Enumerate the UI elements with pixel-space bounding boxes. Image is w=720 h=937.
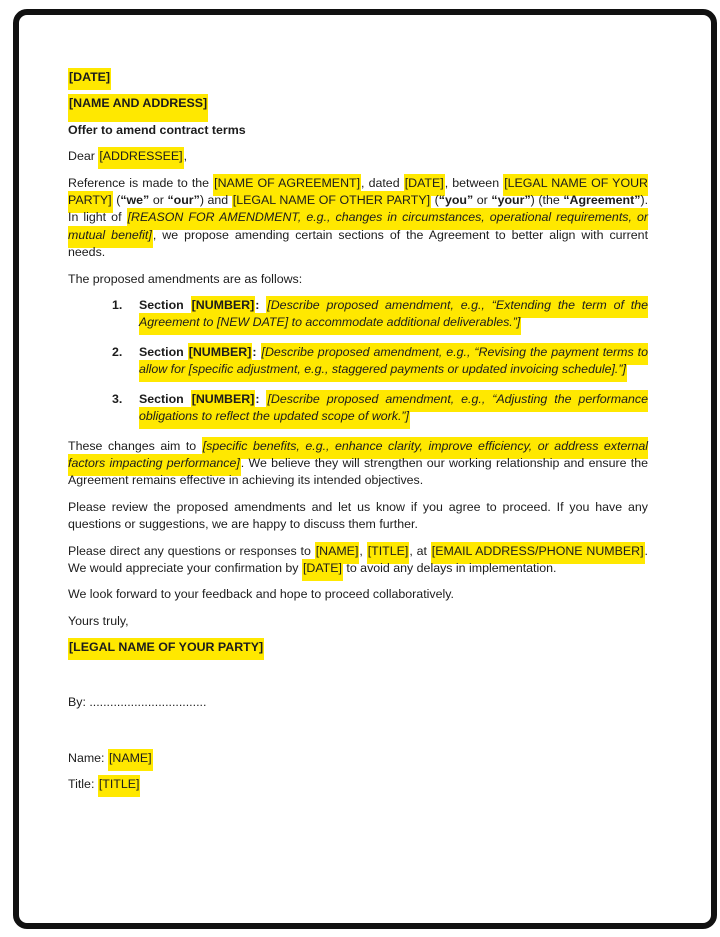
placeholder-highlight: [EMAIL ADDRESS/PHONE NUMBER] bbox=[431, 542, 645, 564]
subject-line: Offer to amend contract terms bbox=[68, 122, 246, 137]
placeholder-highlight: [ADDRESSEE] bbox=[98, 147, 183, 169]
letter-body bbox=[19, 15, 711, 794]
text-run: ) and bbox=[199, 193, 232, 208]
placeholder-highlight: [NAME AND ADDRESS] bbox=[68, 94, 208, 122]
text-run bbox=[257, 345, 261, 359]
by-line: By: .................................. bbox=[68, 694, 207, 709]
text-run: . We would appreciate your confirmation by bbox=[68, 543, 648, 575]
list-item-text bbox=[139, 390, 648, 429]
list-item bbox=[68, 297, 648, 332]
text-run: Title: bbox=[68, 777, 98, 792]
text-run: “your” bbox=[491, 193, 531, 208]
placeholder-highlight: [NUMBER] bbox=[191, 296, 256, 318]
text-run: Reference is made to the bbox=[68, 175, 214, 190]
text-run: , we propose amending certain sections of the Agreement to better align with current needs. bbox=[68, 227, 649, 260]
text-run: to avoid any delays in implementation. bbox=[342, 560, 557, 575]
placeholder-highlight: [TITLE] bbox=[367, 542, 410, 564]
signature-title-line bbox=[68, 776, 648, 793]
placeholder-highlight: [specific benefits, e.g., enhance clarity, improve efficiency, or address external factors impacting performance] bbox=[68, 437, 648, 476]
text-run: , between bbox=[444, 175, 504, 190]
text-run: , bbox=[359, 543, 367, 558]
text-run: “we” bbox=[120, 193, 150, 208]
paragraph-review bbox=[68, 499, 648, 534]
date-line bbox=[68, 69, 648, 86]
placeholder-highlight: [DATE] bbox=[68, 68, 111, 90]
text-run: or bbox=[473, 193, 492, 208]
text-run: Please review the proposed amendments and let us know if you agree to proceed. If you have any questions or suggestions, we are happy to discuss them further. bbox=[68, 499, 648, 532]
placeholder-highlight: [NAME] bbox=[315, 542, 360, 564]
text-run: , at bbox=[409, 543, 431, 558]
text-run: ( bbox=[431, 193, 439, 208]
text-run: Name: bbox=[68, 750, 108, 765]
placeholder-highlight: [NUMBER] bbox=[188, 343, 253, 365]
text-run: Section bbox=[139, 391, 191, 406]
closing-line: Yours truly, bbox=[68, 613, 129, 628]
placeholder-highlight: [DATE] bbox=[404, 174, 445, 196]
text-run: We look forward to your feedback and hope to proceed collaboratively. bbox=[68, 587, 454, 602]
text-run: “our” bbox=[167, 193, 200, 208]
text-run: These changes aim to bbox=[68, 438, 202, 453]
text-run: or bbox=[149, 193, 168, 208]
list-item bbox=[68, 344, 648, 379]
text-run: . We believe they will strengthen our working relationship and ensure the Agreement remains effective in achieving its intended objectives. bbox=[68, 455, 648, 488]
text-run: Dear bbox=[68, 149, 99, 164]
text-run: ) (the bbox=[530, 193, 564, 208]
text-run: , dated bbox=[361, 175, 404, 190]
signature-name-line bbox=[68, 750, 648, 767]
placeholder-highlight: [REASON FOR AMENDMENT, e.g., changes in circumstances, operational requirements, or mutual benefit] bbox=[68, 208, 648, 247]
text-run: Section bbox=[139, 344, 188, 359]
placeholder-highlight: [TITLE] bbox=[98, 775, 141, 797]
placeholder-highlight: [NUMBER] bbox=[191, 390, 256, 412]
text-run: Section bbox=[139, 298, 191, 313]
name-address-line bbox=[68, 95, 648, 112]
text-run: “Agreement” bbox=[563, 193, 641, 208]
text-run: ). In light of bbox=[68, 193, 649, 225]
text-run: “you” bbox=[438, 193, 474, 208]
paragraph-contact bbox=[68, 543, 648, 578]
text-run: : bbox=[255, 391, 260, 406]
placeholder-highlight: [NAME OF AGREEMENT] bbox=[213, 174, 361, 196]
blank-space bbox=[68, 720, 648, 750]
amendments-intro: The proposed amendments are as follows: bbox=[68, 271, 303, 286]
text-run: : bbox=[255, 298, 260, 313]
salutation-line bbox=[68, 148, 648, 165]
placeholder-highlight: [LEGAL NAME OF OTHER PARTY] bbox=[232, 191, 431, 213]
text-run: ( bbox=[112, 193, 121, 208]
list-item-text bbox=[139, 296, 648, 335]
placeholder-highlight: [NAME] bbox=[108, 749, 153, 771]
text-run: , bbox=[183, 149, 188, 164]
placeholder-highlight: [DATE] bbox=[302, 559, 343, 581]
document-page bbox=[13, 9, 717, 929]
amendments-list bbox=[68, 297, 648, 425]
list-item-text bbox=[139, 343, 648, 382]
signature-party-line bbox=[68, 639, 648, 656]
text-run: : bbox=[252, 344, 257, 359]
list-number: 3. bbox=[112, 391, 123, 406]
paragraph-reference bbox=[68, 175, 648, 262]
text-run: Please direct any questions or responses to bbox=[68, 543, 315, 558]
placeholder-highlight: [Describe proposed amendment, e.g., “Extending the term of the Agreement to [NEW DATE] to accommodate additional deliverables.”] bbox=[139, 296, 648, 335]
placeholder-highlight: [LEGAL NAME OF YOUR PARTY] bbox=[68, 638, 264, 660]
placeholder-highlight: [LEGAL NAME OF YOUR PARTY] bbox=[68, 174, 648, 213]
blank-space bbox=[68, 666, 648, 694]
paragraph-changes bbox=[68, 438, 648, 490]
list-number: 1. bbox=[112, 298, 123, 313]
paragraph-feedback bbox=[68, 586, 648, 603]
placeholder-highlight: [Describe proposed amendment, e.g., “Adjusting the performance obligations to reflect the updated scope of work.”] bbox=[139, 390, 648, 429]
list-number: 2. bbox=[112, 344, 123, 359]
placeholder-highlight: [Describe proposed amendment, e.g., “Revising the payment terms to allow for [specific adjustment, e.g., staggered payments or updated invoicing schedule].”] bbox=[139, 343, 648, 382]
list-item bbox=[68, 391, 648, 426]
